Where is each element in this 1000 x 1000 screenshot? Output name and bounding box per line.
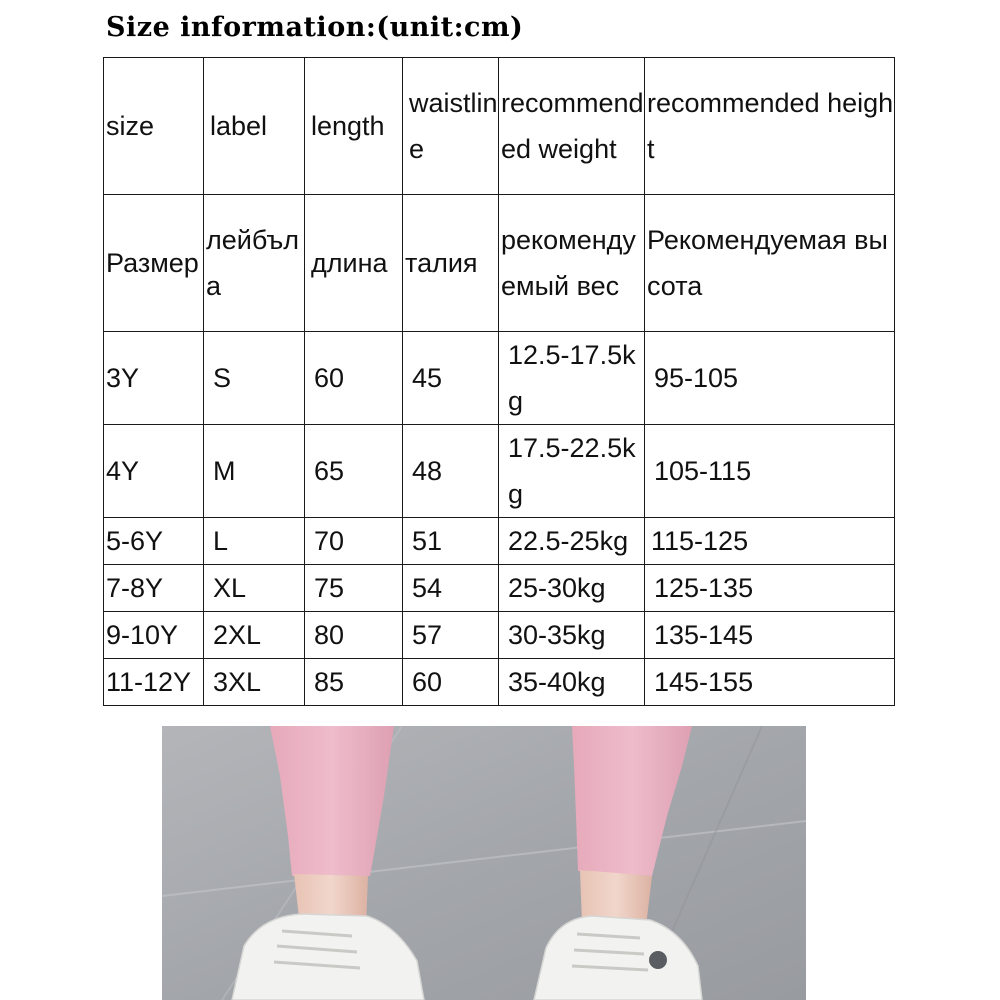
height-cell: 125-135 (645, 565, 895, 612)
length-cell: 85 (305, 659, 403, 706)
height-cell: 145-155 (645, 659, 895, 706)
table-row (104, 518, 895, 565)
weight-cell: 12.5-17.5kg (499, 332, 645, 425)
header-cell: талия (403, 195, 499, 332)
size-cell: 7-8Y (104, 565, 204, 612)
header-cell: recommended height (645, 58, 895, 195)
header-row-russian (104, 195, 895, 332)
length-cell: 60 (305, 332, 403, 425)
length-cell: 75 (305, 565, 403, 612)
height-cell: 135-145 (645, 612, 895, 659)
header-cell: length (305, 58, 403, 195)
weight-cell: 30-35kg (499, 612, 645, 659)
label-cell: M (204, 425, 305, 518)
waistline-cell: 60 (403, 659, 499, 706)
label-cell: 3XL (204, 659, 305, 706)
table-row (104, 565, 895, 612)
header-cell: длина (305, 195, 403, 332)
waistline-cell: 45 (403, 332, 499, 425)
size-cell: 9-10Y (104, 612, 204, 659)
header-cell: waistline (403, 58, 499, 195)
waistline-cell: 48 (403, 425, 499, 518)
weight-cell: 22.5-25kg (499, 518, 645, 565)
header-cell: label (204, 58, 305, 195)
waistline-cell: 54 (403, 565, 499, 612)
header-cell: лейбъла (204, 195, 305, 332)
product-photo (162, 726, 806, 1000)
table-row (104, 659, 895, 706)
size-cell: 4Y (104, 425, 204, 518)
table-row (104, 612, 895, 659)
size-cell: 3Y (104, 332, 204, 425)
pink-pants-white-sneakers-photo (162, 726, 806, 1000)
label-cell: S (204, 332, 305, 425)
page-title: Size information:(unit:cm) (106, 12, 524, 43)
size-chart-table (103, 57, 895, 706)
length-cell: 80 (305, 612, 403, 659)
label-cell: L (204, 518, 305, 565)
size-cell: 11-12Y (104, 659, 204, 706)
length-cell: 70 (305, 518, 403, 565)
table-row (104, 332, 895, 425)
label-cell: 2XL (204, 612, 305, 659)
height-cell: 95-105 (645, 332, 895, 425)
weight-cell: 35-40kg (499, 659, 645, 706)
header-cell: size (104, 58, 204, 195)
header-cell: Рекомендуемая высота (645, 195, 895, 332)
header-cell: Размер (104, 195, 204, 332)
header-cell: рекомендуемый вес (499, 195, 645, 332)
weight-cell: 17.5-22.5kg (499, 425, 645, 518)
sneaker-right-badge (649, 951, 667, 969)
height-cell: 115-125 (645, 518, 895, 565)
waistline-cell: 51 (403, 518, 499, 565)
size-cell: 5-6Y (104, 518, 204, 565)
waistline-cell: 57 (403, 612, 499, 659)
header-row-english (104, 58, 895, 195)
height-cell: 105-115 (645, 425, 895, 518)
length-cell: 65 (305, 425, 403, 518)
weight-cell: 25-30kg (499, 565, 645, 612)
table-row (104, 425, 895, 518)
header-cell: recommended weight (499, 58, 645, 195)
label-cell: XL (204, 565, 305, 612)
